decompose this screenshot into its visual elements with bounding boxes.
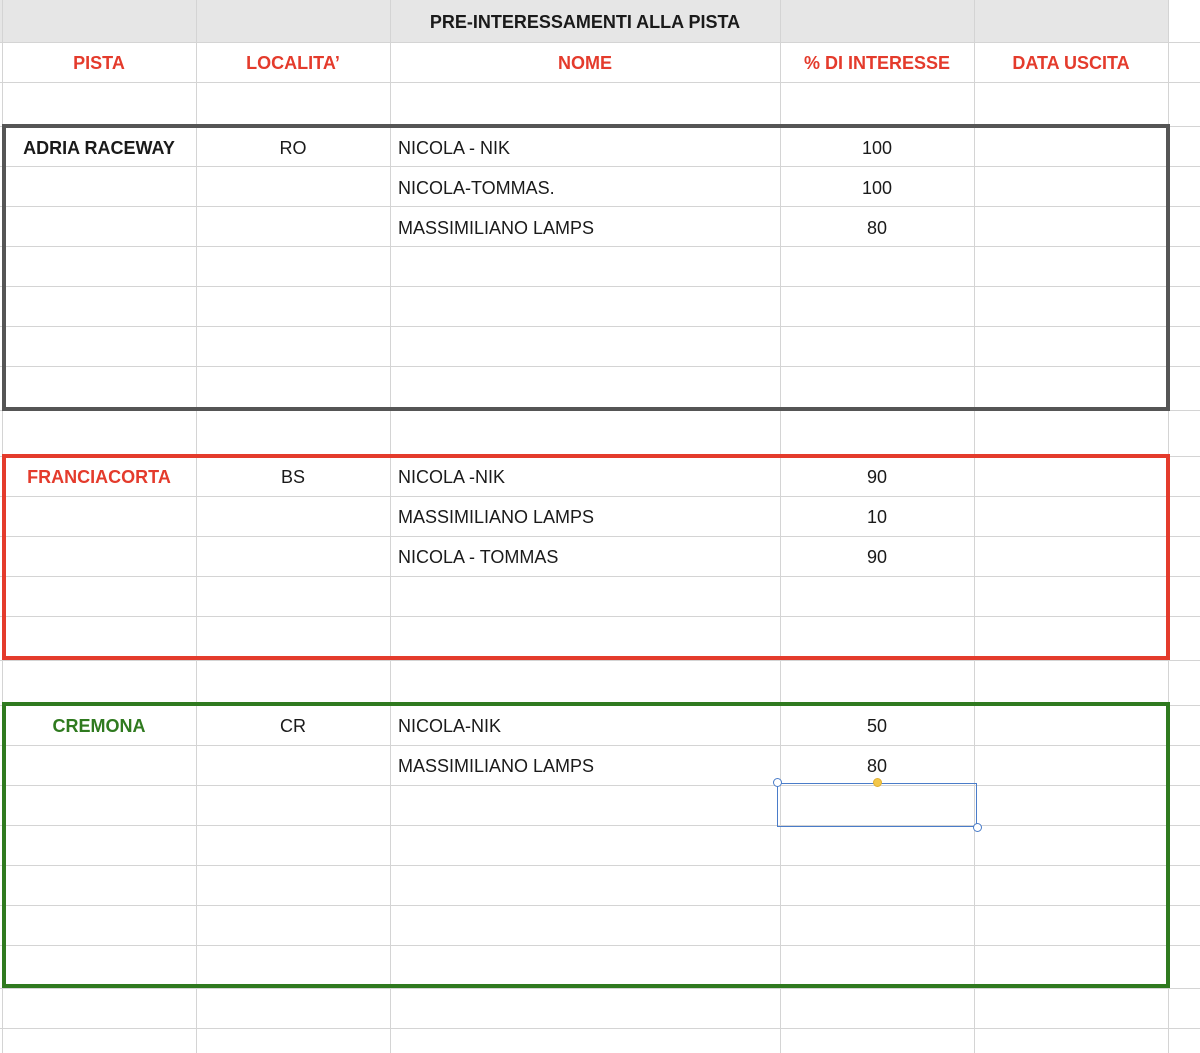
grid-line (0, 616, 1200, 617)
grid-line (0, 366, 1200, 367)
grid-line (0, 905, 1200, 906)
column-header-interesse[interactable]: % DI INTERESSE (803, 53, 951, 73)
localita-cell[interactable]: RO (279, 138, 307, 158)
grid-line (1168, 0, 1169, 1053)
grid-line (974, 0, 975, 1053)
interesse-cell[interactable]: 80 (866, 756, 888, 776)
interesse-cell[interactable]: 10 (866, 507, 888, 527)
grid-line (0, 410, 1200, 411)
column-header-pista[interactable]: PISTA (73, 53, 125, 73)
interesse-cell[interactable]: 80 (866, 218, 888, 238)
localita-cell[interactable]: BS (280, 467, 305, 487)
column-header-data-uscita[interactable]: DATA USCITA (1012, 53, 1130, 73)
pista-cell[interactable]: ADRIA RACEWAY (23, 138, 175, 158)
nome-cell[interactable]: MASSIMILIANO LAMPS (398, 507, 595, 527)
nome-cell[interactable]: MASSIMILIANO LAMPS (398, 218, 595, 238)
nome-cell[interactable]: NICOLA - TOMMAS (398, 547, 559, 567)
grid-line (0, 326, 1200, 327)
grid-line (0, 1028, 1200, 1029)
selection-handle-top-left[interactable] (773, 778, 782, 787)
nome-cell[interactable]: MASSIMILIANO LAMPS (398, 756, 595, 776)
pista-cell[interactable]: CREMONA (52, 716, 146, 736)
interesse-cell[interactable]: 90 (866, 547, 888, 567)
interesse-cell[interactable]: 90 (866, 467, 888, 487)
interesse-cell[interactable]: 100 (861, 138, 893, 158)
column-header-localita[interactable]: LOCALITA’ (246, 53, 340, 73)
grid-line (0, 988, 1200, 989)
grid-line (0, 825, 1200, 826)
selection-handle-top[interactable] (873, 778, 882, 787)
nome-cell[interactable]: NICOLA -NIK (398, 467, 506, 487)
grid-line (0, 865, 1200, 866)
selected-cell[interactable] (777, 783, 977, 827)
grid-line (0, 945, 1200, 946)
pista-cell[interactable]: FRANCIACORTA (27, 467, 171, 487)
interesse-cell[interactable]: 50 (866, 716, 888, 736)
nome-cell[interactable]: NICOLA-NIK (398, 716, 502, 736)
nome-cell[interactable]: NICOLA-TOMMAS. (398, 178, 555, 198)
localita-cell[interactable]: CR (280, 716, 306, 736)
grid-line (0, 126, 1200, 127)
sheet-title[interactable]: PRE-INTERESSAMENTI ALLA PISTA (429, 12, 741, 32)
grid-line (0, 660, 1200, 661)
selection-handle-bottom-right[interactable] (973, 823, 982, 832)
nome-cell[interactable]: NICOLA - NIK (398, 138, 511, 158)
interesse-cell[interactable]: 100 (861, 178, 893, 198)
column-header-nome[interactable]: NOME (558, 53, 612, 73)
grid-line (0, 286, 1200, 287)
